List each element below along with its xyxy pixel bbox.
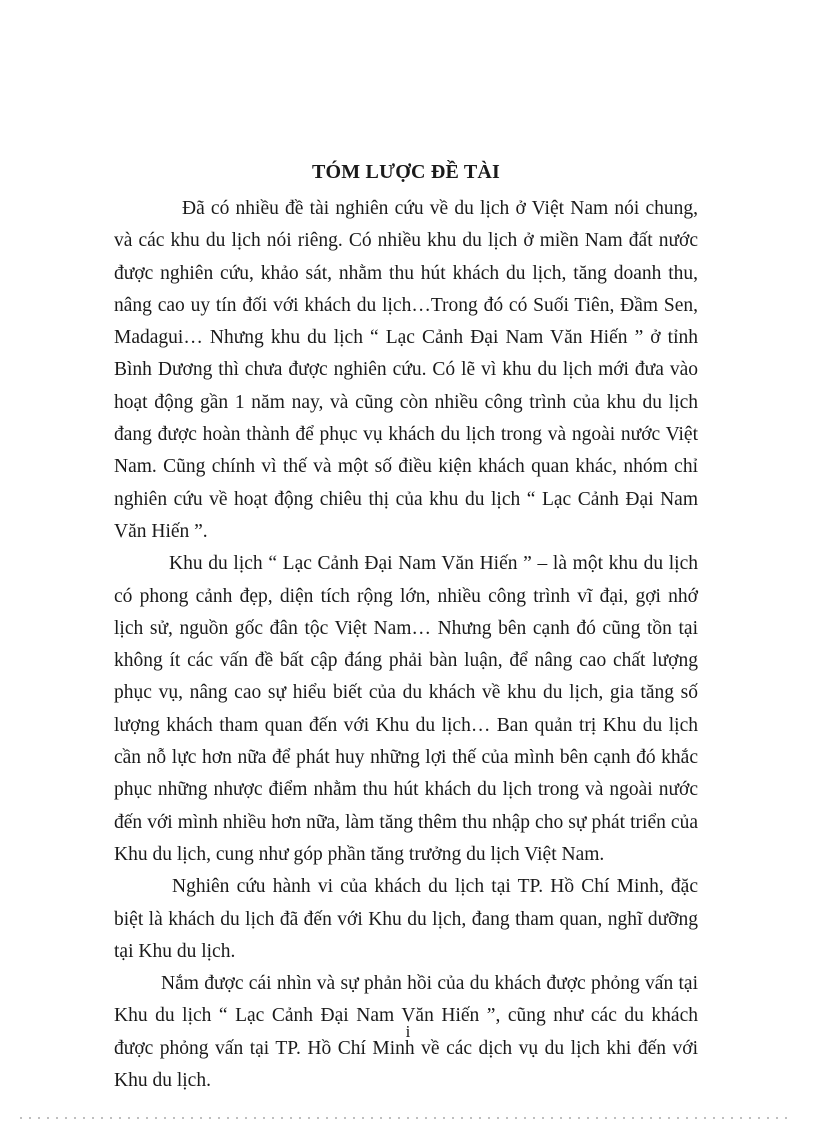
- page-title: TÓM LƯỢC ĐỀ TÀI: [311, 161, 501, 183]
- page-number: i: [405, 1022, 411, 1041]
- paragraph-visitor-feedback: Nắm được cái nhìn và sự phản hồi của du khách được phỏng vấn tại Khu du lịch “ Lạc Cảnh Đại Nam Văn Hiến ”, cũng như các du khách được phỏng vấn tại TP. Hồ Chí Minh về các dịch vụ du lịch khi đến với Khu du lịch.: [114, 973, 698, 1092]
- paragraph-behavior-research: Nghiên cứu hành vi của khách du lịch tại TP. Hồ Chí Minh, đặc biệt là khách du lịch đã đến với Khu du lịch, đang tham quan, nghĩ dưỡng tại Khu du lịch.: [114, 876, 698, 962]
- paragraph-park-description: Khu du lịch “ Lạc Cảnh Đại Nam Văn Hiến ” – là một khu du lịch có phong cảnh đẹp, diện tích rộng lớn, nhiều công trình vĩ đại, gợi nhớ lịch sử, nguồn gốc đân tộc Việt Nam… Nhưng bên cạnh đó cũng tồn tại không ít các vấn đề bất cập đáng phải bàn luận, để nâng cao chất lượng phục vụ, nâng cao sự hiểu biết của du khách về khu du lịch, gia tăng số lượng khách tham quan đến với Khu du lịch… Ban quản trị Khu du lịch cần nỗ lực hơn nữa để phát huy những lợi thế của mình bên cạnh đó khắc phục những nhược điểm nhằm thu hút khách du lịch trong và ngoài nước đến với mình nhiều hơn nữa, làm tăng thêm thu nhập cho sự phát triển của Khu du lịch, cung như góp phần tăng trưởng du lịch Việt Nam.: [114, 553, 698, 865]
- paragraph-overview-research: Đã có nhiều đề tài nghiên cứu về du lịch ở Việt Nam nói chung, và các khu du lịch nói riêng. Có nhiều khu du lịch ở miền Nam đất nước được nghiên cứu, khảo sát, nhằm thu hút khách du lịch, tăng doanh thu, nâng cao uy tín đối với khách du lịch…Trong đó có Suối Tiên, Đầm Sen, Madagui… Nhưng khu du lịch “ Lạc Cảnh Đại Nam Văn Hiến ” ở tỉnh Bình Dương thì chưa được nghiên cứu. Có lẽ vì khu du lịch mới đưa vào hoạt động gần 1 năm nay, và cũng còn nhiều công trình của khu du lịch đang được hoàn thành để phục vụ khách du lịch trong và ngoài nước Việt Nam. Cũng chính vì thế và một số điều kiện khách quan khác, nhóm chỉ nghiên cứu về hoạt động chiêu thị của khu du lịch “ Lạc Cảnh Đại Nam Văn Hiến ”.: [114, 198, 698, 542]
- document-body: [114, 193, 698, 1097]
- page-bottom-dotted-divider: [20, 1117, 792, 1119]
